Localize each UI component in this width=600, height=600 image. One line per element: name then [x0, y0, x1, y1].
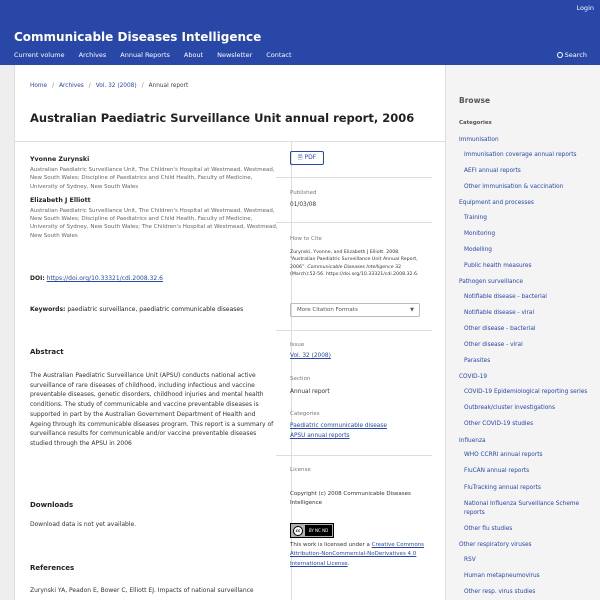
published-date: 01/03/08	[290, 202, 317, 208]
license-link[interactable]: Creative Commons Attribution-NonCommercial-NoDerivatives 4.0 International License	[290, 542, 425, 567]
issue-label: Issue	[290, 342, 305, 348]
divider	[276, 455, 432, 456]
downloads-heading: Downloads	[30, 501, 74, 509]
nav-archives[interactable]: Archives	[78, 51, 107, 59]
reference-item: Zurynski YA, Peadon E, Bower C, Elliott EJ. Impacts of national surveillance	[30, 587, 254, 594]
category-link[interactable]: Notifiable disease - viral	[464, 310, 535, 317]
search-label: Search	[564, 51, 587, 59]
category-link[interactable]: Other flu studies	[464, 526, 513, 533]
search-button[interactable]	[557, 51, 587, 59]
category-link[interactable]: Notifiable disease - bacterial	[464, 294, 547, 301]
category-tree	[459, 136, 597, 600]
breadcrumb-volume[interactable]: Vol. 32 (2008)	[95, 83, 137, 89]
nav-about[interactable]: About	[183, 51, 204, 59]
category-link[interactable]: FluTracking annual reports	[464, 484, 541, 491]
category-link[interactable]: Parasites	[464, 358, 491, 365]
how-to-cite-label: How to Cite	[290, 236, 322, 242]
site-header	[0, 0, 600, 65]
citation-journal: Communicable Diseases Intelligence	[307, 264, 394, 270]
chevron-down-icon: ▼	[410, 307, 414, 313]
category-group-link[interactable]: Pathogen surveillance	[459, 279, 523, 286]
nav-newsletter[interactable]: Newsletter	[217, 51, 253, 59]
breadcrumb	[30, 83, 188, 89]
section-value: Annual report	[290, 389, 330, 395]
author-affiliation: Australian Paediatric Surveillance Unit, The Children's Hospital at Westmead, Westmead, New South Wales; Discipline of Paediatrics and Child Health, Faculty of Medicine, University of Sydney, New South Wales; The Children's Hospital at Westmead, Westmead, New South Wales	[30, 207, 278, 239]
file-icon: 🗎	[297, 154, 303, 161]
license-text	[290, 541, 425, 569]
abstract-text: The Australian Paediatric Surveillance Unit (APSU) conducts national active surveillance of rare diseases of childhood, including infectious and vaccine preventable diseases, genetic disorders, childhood injuries and mental health conditions. The study of communicable and vaccine preventable diseases is supported in part by the Australian Government Department of Health and Ageing through its communicable diseases program. This report is a summary of surveillance results for communicable and/or vaccine preventable diseases studied through the APSU in 2006	[30, 372, 274, 448]
divider	[276, 177, 432, 178]
category-link[interactable]: Training	[464, 214, 487, 221]
category-link[interactable]: Other disease - bacterial	[464, 326, 536, 333]
categories-heading: Categories	[459, 120, 492, 126]
author-name: Elizabeth J Elliott	[30, 196, 91, 204]
nav-annual-reports[interactable]: Annual Reports	[120, 51, 170, 59]
more-citation-label: More Citation Formats	[297, 307, 358, 313]
categories-label: Categories	[290, 411, 320, 417]
category-link[interactable]: Human metapneumovirus	[464, 573, 540, 580]
downloads-text: Download data is not yet available.	[30, 521, 137, 528]
cc-badge-text: BY NC ND	[305, 525, 332, 536]
references-heading: References	[30, 564, 75, 572]
section-label: Section	[290, 376, 311, 382]
pdf-download-button[interactable]	[290, 151, 324, 165]
keywords-value: paediatric surveillance, paediatric communicable diseases	[67, 306, 244, 313]
doi-label: DOI:	[30, 275, 45, 282]
more-citation-formats-dropdown[interactable]	[290, 303, 420, 317]
main-nav	[14, 51, 306, 59]
nav-current-volume[interactable]: Current volume	[14, 51, 65, 59]
cc-icon: cc	[293, 526, 303, 536]
category-link[interactable]: Paediatric communicable disease	[290, 423, 387, 429]
category-group-link[interactable]: Immunisation	[459, 137, 499, 143]
pdf-label: PDF	[304, 154, 317, 161]
breadcrumb-home[interactable]: Home	[30, 83, 48, 89]
divider	[15, 141, 446, 142]
abstract-heading: Abstract	[30, 348, 64, 356]
citation-text	[290, 249, 425, 278]
doi	[30, 275, 163, 282]
page-title: Australian Paediatric Surveillance Unit annual report, 2006	[30, 111, 415, 125]
author-name: Yvonne Zurynski	[30, 156, 90, 163]
cc-license-badge[interactable]	[290, 523, 334, 538]
login-link[interactable]: Login	[576, 4, 594, 12]
category-link[interactable]: WHO CCRRI annual reports	[464, 452, 543, 459]
citation-part: Zurynski, Yvonne, and Elizabeth J Elliott. 2008. “Australian Paediatric Surveillance Unit Annual Report, 2006”.	[290, 250, 418, 270]
category-link[interactable]: COVID-19 Epidemiological reporting series	[464, 389, 588, 396]
divider	[276, 222, 432, 223]
category-link[interactable]: Monitoring	[464, 231, 495, 238]
category-group-link[interactable]: COVID-19	[459, 374, 488, 381]
category-link[interactable]: National Influenza Surveillance Scheme reports	[464, 500, 580, 517]
breadcrumb-separator: /	[88, 83, 91, 89]
authors	[30, 156, 280, 240]
author-affiliation: Australian Paediatric Surveillance Unit, The Children's Hospital at Westmead, Westmead, New South Wales; Discipline of Paediatrics and Child Health, Faculty of Medicine, University of Sydney, New South Wales	[30, 167, 275, 190]
breadcrumb-archives[interactable]: Archives	[59, 83, 84, 89]
breadcrumb-separator: /	[141, 83, 144, 89]
category-link[interactable]: Outbreak/cluster investigations	[464, 405, 555, 412]
browse-heading: Browse	[459, 96, 491, 105]
nav-contact[interactable]: Contact	[266, 51, 292, 59]
category-link[interactable]: RSV	[464, 557, 476, 564]
site-title[interactable]: Communicable Diseases Intelligence	[14, 30, 262, 44]
category-link[interactable]: Other disease - viral	[464, 342, 523, 349]
category-group-link[interactable]: Other respiratory viruses	[459, 542, 532, 549]
issue-link[interactable]: Vol. 32 (2008)	[290, 353, 331, 359]
citation-part: 32 (March):52-56. https://doi.org/10.33321/cdi.2008.32.6.	[290, 264, 419, 277]
breadcrumb-separator: /	[52, 83, 55, 89]
category-link[interactable]: AEFI annual reports	[464, 167, 521, 174]
category-link[interactable]: Other COVID-19 studies	[464, 421, 534, 428]
license-label: License	[290, 467, 311, 473]
copyright-text: Copyright (c) 2008 Communicable Diseases Intelligence	[290, 491, 411, 507]
category-link[interactable]: Immunisation coverage annual reports	[464, 151, 577, 158]
category-link[interactable]: Public health measures	[464, 263, 532, 270]
divider	[276, 330, 432, 331]
search-icon	[557, 52, 563, 58]
category-link[interactable]: Modelling	[464, 247, 492, 254]
category-link[interactable]: FluCAN annual reports	[464, 468, 530, 475]
category-link[interactable]: APSU annual reports	[290, 433, 350, 439]
article-panel	[14, 65, 446, 600]
category-link[interactable]: Other resp. virus studies	[464, 589, 536, 596]
license-suffix: .	[347, 560, 350, 567]
keywords	[30, 306, 243, 313]
doi-link[interactable]: https://doi.org/10.33321/cdi.2008.32.6	[46, 275, 163, 282]
breadcrumb-current: Annual report	[148, 83, 189, 89]
license-prefix: This work is licensed under a	[290, 542, 372, 548]
category-group-link[interactable]: Influenza	[459, 437, 486, 444]
category-group-link[interactable]: Equipment and processes	[459, 200, 534, 207]
category-link[interactable]: Other immunisation & vaccination	[464, 184, 564, 191]
published-label: Published	[290, 190, 317, 196]
keywords-label: Keywords:	[30, 306, 66, 313]
